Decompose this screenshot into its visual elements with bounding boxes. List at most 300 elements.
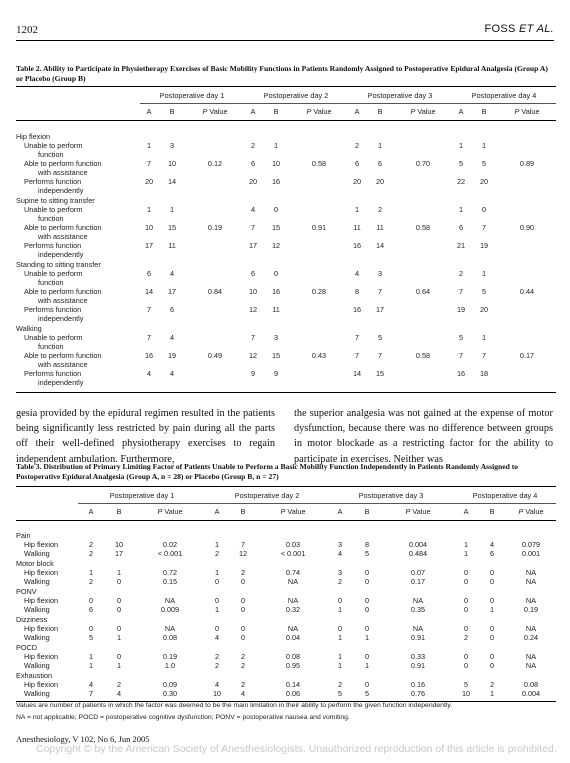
table3-value-cell: 2: [88, 539, 94, 549]
table3-value-cell: 0: [463, 567, 469, 577]
table2-value-cell: 8: [354, 286, 360, 296]
table3-col-a-header: A: [206, 504, 228, 521]
table3-value-cell: 0: [489, 632, 495, 642]
table3-row-label: Hip flexion: [24, 595, 59, 605]
table3-value-cell: 0: [116, 595, 122, 605]
table2-day-header-row: [16, 87, 556, 104]
table2-day-header: Postoperative day 4: [452, 87, 556, 104]
table3-day-header: Postoperative day 4: [454, 487, 556, 504]
table2-value-cell: 0.64: [415, 286, 431, 296]
table2-value-cell: [394, 305, 452, 323]
table2-value-cell: 0.43: [311, 350, 327, 360]
table2-value-cell: 20: [352, 176, 362, 186]
table3-value-cell: 0.72: [162, 567, 178, 577]
table3-value-cell: 0: [463, 604, 469, 614]
table2-group-label: Hip flexion: [16, 131, 51, 141]
table2-row-label-line1: Performs function: [24, 240, 82, 250]
table2-value-cell: 6: [354, 158, 360, 168]
table2-value-cell: 1: [458, 204, 464, 214]
table2-row-label: [16, 351, 140, 369]
table3-value-cell: 0.004: [408, 539, 428, 549]
table2-value-cell: 0: [273, 268, 279, 278]
table3-value-cell: 0: [116, 623, 122, 633]
table2-value-cell: [186, 141, 244, 159]
table2-value-cell: 0.17: [519, 350, 535, 360]
table2-value-cell: [498, 333, 556, 351]
table2-value-cell: 2: [458, 268, 464, 278]
table3-row-label: Hip flexion: [24, 539, 59, 549]
table3-row-label: Hip flexion: [24, 651, 59, 661]
table3-value-cell: 1: [489, 688, 495, 698]
table3-value-cell: 2: [214, 548, 220, 558]
table2-value-cell: [498, 241, 556, 259]
table2-value-cell: 1: [481, 268, 487, 278]
table3-data-row: [16, 549, 556, 558]
table3-value-cell: 1: [364, 660, 370, 670]
table2-data-row: [16, 333, 556, 351]
journal-citation: Anesthesiology, V 102, No 6, Jun 2005: [16, 734, 150, 744]
table2-row-label-line1: Able to perform function: [24, 222, 102, 232]
table3-value-cell: 2: [88, 548, 94, 558]
table3-row-label: Hip flexion: [24, 623, 59, 633]
table3-value-cell: 12: [238, 548, 248, 558]
table3-value-cell: 1.0: [164, 660, 176, 670]
table2-value-cell: 16: [271, 286, 281, 296]
table2-value-cell: 14: [352, 368, 362, 378]
table2-body: [16, 87, 556, 393]
table2-value-cell: 3: [377, 268, 383, 278]
table2-group-row: [16, 323, 556, 333]
table2-value-cell: 3: [273, 332, 279, 342]
table2-value-cell: 7: [377, 350, 383, 360]
table3-value-cell: 0: [116, 651, 122, 661]
table3-value-cell: NA: [525, 660, 537, 670]
table3-value-cell: 0: [489, 576, 495, 586]
table3-column-header-row: [16, 504, 556, 521]
table3-value-cell: 0: [214, 595, 220, 605]
table3-data-row: [16, 680, 556, 689]
table2-value-cell: [498, 369, 556, 387]
table3-data-row: [16, 605, 556, 614]
table3-value-cell: 0: [364, 623, 370, 633]
table2-value-cell: 4: [169, 368, 175, 378]
table3-value-cell: 1: [214, 567, 220, 577]
table2-data-row: [16, 241, 556, 259]
table2-value-cell: [290, 141, 348, 159]
table3-value-cell: 0.009: [160, 604, 180, 614]
table3-row-label: Walking: [24, 660, 50, 670]
table2-value-cell: 7: [354, 350, 360, 360]
table2-row-label-line2: independently: [38, 377, 84, 387]
table3-row-label: Walking: [24, 576, 50, 586]
table2-value-cell: [186, 205, 244, 223]
table3-value-cell: 0: [337, 623, 343, 633]
table2-value-cell: 1: [377, 140, 383, 150]
table3-data-row: [16, 652, 556, 661]
table3-col-b-header: B: [478, 504, 506, 521]
table2-row-label-line2: function: [38, 149, 64, 159]
table2-col-b-header: B: [366, 104, 394, 121]
table2-corner-cell: [16, 104, 140, 121]
table3-value-cell: 0.74: [285, 567, 301, 577]
page-number: 1202: [16, 24, 38, 36]
table2-value-cell: 16: [352, 240, 362, 250]
table3-value-cell: 0.17: [410, 576, 426, 586]
table3-value-cell: 0: [489, 651, 495, 661]
table2-caption: Table 2. Ability to Participate in Physiotherapy Exercises of Basic Mobility Functions in Patients Randomly Assigned to Postoperative Epidural Analgesia (Group A) or Placebo (Group B): [16, 64, 548, 84]
table3-col-p-header: P Value: [506, 504, 556, 521]
table3-value-cell: 1: [337, 651, 343, 661]
table3-day-header: Postoperative day 1: [78, 487, 206, 504]
table3-value-cell: 5: [337, 688, 343, 698]
table2-value-cell: 0.49: [207, 350, 223, 360]
table2-value-cell: 4: [250, 204, 256, 214]
table2-value-cell: 7: [377, 286, 383, 296]
table2-value-cell: 10: [271, 158, 281, 168]
table3: [16, 486, 556, 702]
table3-value-cell: 0.15: [162, 576, 178, 586]
table3-value-cell: 0: [240, 604, 246, 614]
table2-value-cell: 0.12: [207, 158, 223, 168]
table3-value-cell: 1: [116, 660, 122, 670]
table2-value-cell: 7: [481, 350, 487, 360]
table2-row-label: [16, 159, 140, 177]
table2-row-label-line2: function: [38, 213, 64, 223]
table2-value-cell: [290, 205, 348, 223]
table2-value-cell: 0.91: [311, 222, 327, 232]
table3-row-label: Walking: [24, 632, 50, 642]
table3-value-cell: NA: [287, 595, 299, 605]
table3-value-cell: 0.001: [521, 548, 541, 558]
table2-value-cell: 4: [354, 268, 360, 278]
table3-value-cell: 0.484: [408, 548, 428, 558]
table2-value-cell: [498, 177, 556, 195]
table2-value-cell: 1: [169, 204, 175, 214]
table3-value-cell: 0.03: [285, 539, 301, 549]
table2-spacer-cell: [16, 121, 556, 131]
table2-row-label-line2: independently: [38, 185, 84, 195]
table3-value-cell: 0.08: [285, 651, 301, 661]
table3-day-header-row: [16, 487, 556, 504]
table3-value-cell: 1: [337, 604, 343, 614]
table2-col-a-header: A: [244, 104, 262, 121]
table3-value-cell: 10: [461, 688, 471, 698]
table3-value-cell: 6: [88, 604, 94, 614]
table2-value-cell: 7: [146, 304, 152, 314]
table2-value-cell: 0.90: [519, 222, 535, 232]
table3-value-cell: 4: [214, 632, 220, 642]
table2-value-cell: 2: [354, 140, 360, 150]
table2-row-label-line1: Unable to perform: [24, 140, 83, 150]
table2-row-label-line1: Unable to perform: [24, 268, 83, 278]
table2-value-cell: 7: [458, 350, 464, 360]
table2-value-cell: 12: [271, 240, 281, 250]
table2-value-cell: 14: [144, 286, 154, 296]
table3-value-cell: 4: [116, 688, 122, 698]
table2-value-cell: [498, 205, 556, 223]
table3-value-cell: 0.24: [523, 632, 539, 642]
table2-value-cell: 20: [375, 176, 385, 186]
table2-col-b-header: B: [262, 104, 290, 121]
table3-value-cell: 4: [240, 688, 246, 698]
table3-value-cell: 0.004: [521, 688, 541, 698]
table2-row-label-line1: Performs function: [24, 304, 82, 314]
table2-group-row: [16, 259, 556, 269]
table2-value-cell: 7: [250, 332, 256, 342]
table2-value-cell: 6: [250, 268, 256, 278]
table3-value-cell: 0.91: [410, 660, 426, 670]
table3-value-cell: 0.19: [162, 651, 178, 661]
table3-day-header: Postoperative day 3: [328, 487, 454, 504]
table3-value-cell: 0: [364, 576, 370, 586]
table3-value-cell: 3: [337, 539, 343, 549]
table3-group-row: [16, 586, 556, 596]
table3-value-cell: 0.32: [285, 604, 301, 614]
table2-group-label: Standing to sitting transfer: [16, 259, 101, 269]
header-rule: [16, 40, 554, 41]
table3-value-cell: 0: [88, 623, 94, 633]
table3-value-cell: 3: [337, 567, 343, 577]
table3-value-cell: 1: [116, 632, 122, 642]
table2-value-cell: 6: [250, 158, 256, 168]
table2-row-label-line1: Unable to perform: [24, 204, 83, 214]
table3-row-label: Walking: [24, 688, 50, 698]
table2-col-a-header: A: [140, 104, 158, 121]
table2-row-label-line2: function: [38, 277, 64, 287]
table2-col-p-header: P Value: [186, 104, 244, 121]
table3-value-cell: 1: [337, 660, 343, 670]
table3-value-cell: 0.19: [523, 604, 539, 614]
table3-col-p-header: P Value: [258, 504, 328, 521]
table3-end-cell: [16, 698, 556, 702]
table3-value-cell: < 0.001: [157, 548, 183, 558]
table3-value-cell: 1: [463, 548, 469, 558]
table2-end-cell: [16, 387, 556, 393]
table3-value-cell: NA: [412, 623, 424, 633]
table2-value-cell: 12: [248, 304, 258, 314]
table2-col-a-header: A: [348, 104, 366, 121]
table3-corner-cell: [16, 504, 78, 521]
table2-value-cell: 7: [354, 332, 360, 342]
table2-row-label: [16, 369, 140, 387]
table2-value-cell: 6: [146, 268, 152, 278]
table2-value-cell: 7: [146, 332, 152, 342]
table2-row-label-line1: Able to perform function: [24, 286, 102, 296]
table2-value-cell: 4: [146, 368, 152, 378]
table2-value-cell: 5: [458, 332, 464, 342]
table3-data-row: [16, 633, 556, 642]
table3-value-cell: 0: [240, 632, 246, 642]
table2-data-row: [16, 269, 556, 287]
table2-value-cell: 7: [146, 158, 152, 168]
table2-row-label: [16, 223, 140, 241]
table2-value-cell: 11: [353, 222, 361, 232]
table3-group-row: [16, 530, 556, 540]
table2-row-label-line2: with assistance: [38, 231, 88, 241]
table2-value-cell: 2: [377, 204, 383, 214]
table3-value-cell: NA: [164, 623, 176, 633]
table3-value-cell: 17: [114, 548, 124, 558]
table3-value-cell: 0.30: [162, 688, 178, 698]
table3-value-cell: 0: [489, 567, 495, 577]
table3-value-cell: 1: [116, 567, 122, 577]
table3-caption: Table 3. Distribution of Primary Limiting Factor of Patients Unable to Perform a Basic Mobility Function Independently in Patients Randomly Assigned to Postoperative Epidural Analgesia (Group A, n = 28) or Placebo (Group B, n = 27): [16, 462, 519, 482]
table3-spacer-row: [16, 521, 556, 530]
table3-value-cell: NA: [525, 576, 537, 586]
table2-row-label-line1: Able to perform function: [24, 350, 102, 360]
table2-value-cell: 17: [248, 240, 258, 250]
table3-value-cell: 0: [364, 595, 370, 605]
running-head-author: FOSS: [484, 23, 516, 35]
table2-value-cell: 11: [272, 304, 280, 314]
table2-value-cell: 0.58: [311, 158, 327, 168]
table2-value-cell: 15: [271, 350, 281, 360]
table3-value-cell: 0: [463, 623, 469, 633]
table2-corner-cell: [16, 87, 140, 104]
table2-value-cell: 5: [481, 158, 487, 168]
table2-value-cell: [290, 177, 348, 195]
table2-value-cell: 11: [376, 222, 384, 232]
table3-value-cell: 0: [116, 604, 122, 614]
table2-value-cell: 6: [377, 158, 383, 168]
table2-row-label-line1: Performs function: [24, 368, 82, 378]
table2-value-cell: [186, 333, 244, 351]
table2-data-row: [16, 223, 556, 241]
table3-value-cell: 0: [489, 595, 495, 605]
table2-value-cell: 0: [481, 204, 487, 214]
table3-value-cell: 0.76: [410, 688, 426, 698]
table3-value-cell: 0.06: [285, 688, 301, 698]
table3-value-cell: 2: [337, 679, 343, 689]
table3-spacer-cell: [16, 521, 556, 530]
table3-value-cell: 0: [364, 567, 370, 577]
table3-value-cell: 5: [88, 632, 94, 642]
table3-value-cell: 0.08: [162, 632, 178, 642]
table3-group-row: [16, 614, 556, 624]
table3-value-cell: 0: [214, 576, 220, 586]
table3-value-cell: 0.04: [285, 632, 301, 642]
table2-value-cell: [498, 305, 556, 323]
table2-value-cell: 12: [248, 350, 258, 360]
table2-value-cell: 0.19: [207, 222, 223, 232]
table2-value-cell: 22: [456, 176, 466, 186]
table2-value-cell: 10: [248, 286, 258, 296]
table3-value-cell: 0.02: [162, 539, 178, 549]
table3-value-cell: 0: [463, 576, 469, 586]
table2-day-header: Postoperative day 2: [244, 87, 348, 104]
table2-value-cell: [290, 269, 348, 287]
table2-value-cell: 15: [271, 222, 281, 232]
table3-value-cell: < 0.001: [280, 548, 306, 558]
table2-row-label-line2: with assistance: [38, 167, 88, 177]
table2-row-label-line2: independently: [38, 313, 84, 323]
body-column-right: [294, 406, 553, 467]
table3-corner-cell: [16, 487, 78, 504]
table3-data-row: [16, 596, 556, 605]
table2-group-label: Supine to sitting transfer: [16, 195, 95, 205]
table3-value-cell: 0.07: [410, 567, 426, 577]
table2-row-label-line2: independently: [38, 249, 84, 259]
table2-value-cell: 16: [456, 368, 466, 378]
table3-data-row: [16, 577, 556, 586]
table2-value-cell: 20: [144, 176, 154, 186]
table2-value-cell: 14: [167, 176, 177, 186]
table3-value-cell: 0: [463, 660, 469, 670]
table3-value-cell: 2: [214, 660, 220, 670]
table2-value-cell: 0.84: [207, 286, 223, 296]
table3-value-cell: 2: [240, 660, 246, 670]
table3-value-cell: 4: [214, 679, 220, 689]
table3-value-cell: 7: [240, 539, 246, 549]
table3-value-cell: 2: [240, 567, 246, 577]
table3-value-cell: 2: [489, 679, 495, 689]
table2-value-cell: 1: [146, 140, 152, 150]
table2-value-cell: 1: [273, 140, 279, 150]
table3-data-row: [16, 689, 556, 698]
table2-value-cell: [394, 141, 452, 159]
table2-value-cell: 3: [169, 140, 175, 150]
table3-value-cell: NA: [164, 595, 176, 605]
table2-value-cell: [394, 205, 452, 223]
table2-value-cell: [498, 269, 556, 287]
table3-group-label: Dizziness: [16, 614, 48, 624]
table3-value-cell: 2: [240, 679, 246, 689]
table2-value-cell: 2: [250, 140, 256, 150]
body-paragraph-left: gesia provided by the epidural regimen resulted in the patients being significantly less restricted by pain during all the parts off their well-defined physiotherapy exercises to regain independent ambulation. Furthermore,: [16, 408, 275, 465]
table2-value-cell: 4: [169, 268, 175, 278]
table3-col-p-header: P Value: [382, 504, 454, 521]
table2-group-row: [16, 131, 556, 141]
table3-value-cell: 0.08: [523, 679, 539, 689]
table3-value-cell: 0: [240, 595, 246, 605]
table2-col-p-header: P Value: [498, 104, 556, 121]
table2-value-cell: 19: [456, 304, 466, 314]
table3-value-cell: 0.09: [162, 679, 178, 689]
table3-value-cell: 5: [463, 679, 469, 689]
table3-col-p-header: P Value: [134, 504, 206, 521]
table3-value-cell: 1: [214, 604, 220, 614]
table3-value-cell: 0.35: [410, 604, 426, 614]
table3-value-cell: 0: [489, 623, 495, 633]
table3-footnote-abbreviations: NA = not applicable; POCD = postoperative cognitive dysfunction; PONV = postoperative nausea and vomiting.: [16, 714, 350, 721]
table2-value-cell: 14: [375, 240, 385, 250]
table3-value-cell: NA: [287, 623, 299, 633]
table2-row-label-line1: Unable to perform: [24, 332, 83, 342]
table2-value-cell: [498, 141, 556, 159]
table3-data-row: [16, 624, 556, 633]
table3-value-cell: 0: [463, 651, 469, 661]
table3-value-cell: 7: [88, 688, 94, 698]
table2-value-cell: 5: [458, 158, 464, 168]
table2-value-cell: 20: [479, 304, 489, 314]
table2-row-label: [16, 241, 140, 259]
table2-day-header: Postoperative day 3: [348, 87, 452, 104]
table2-value-cell: [394, 333, 452, 351]
table2-value-cell: 16: [144, 350, 154, 360]
table3-value-cell: 0: [240, 576, 246, 586]
table3-value-cell: 1: [489, 604, 495, 614]
table3-value-cell: 6: [489, 548, 495, 558]
table2-value-cell: 0.44: [519, 286, 535, 296]
table3-value-cell: 0: [214, 623, 220, 633]
table2-value-cell: 17: [375, 304, 385, 314]
table2-data-row: [16, 159, 556, 177]
table2-value-cell: [186, 241, 244, 259]
table2-value-cell: 18: [479, 368, 489, 378]
table2-value-cell: 11: [168, 240, 176, 250]
table3-data-row: [16, 568, 556, 577]
table2-value-cell: 1: [146, 204, 152, 214]
